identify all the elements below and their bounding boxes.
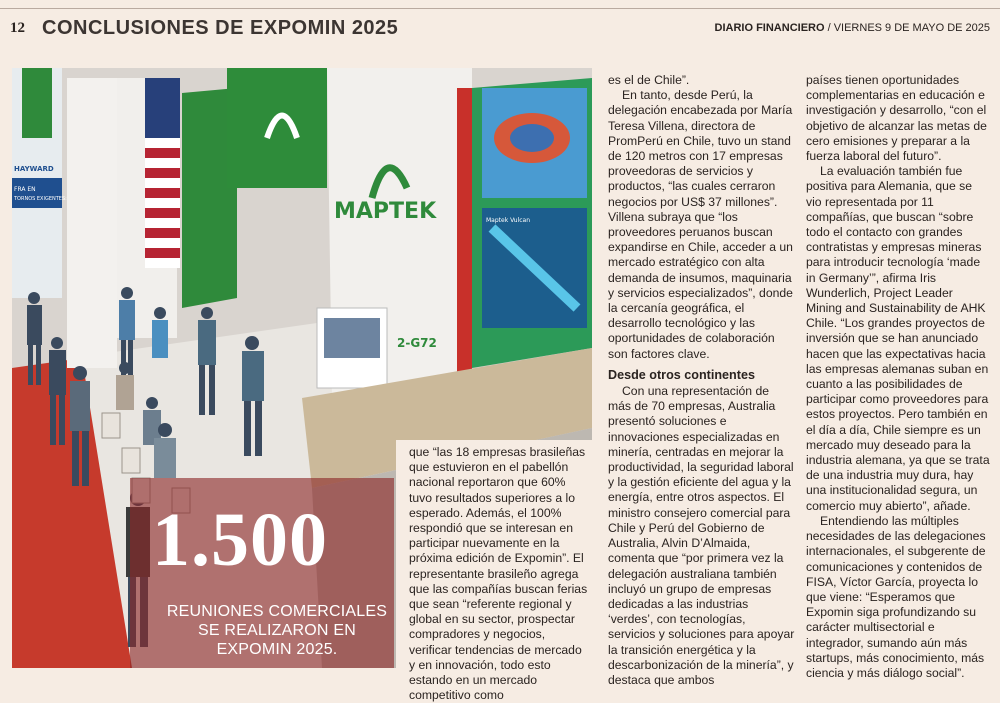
section-title: CONCLUSIONES DE EXPOMIN 2025 (42, 17, 399, 39)
page-number: 12 (10, 20, 25, 36)
stat-number: 1.500 (152, 498, 328, 582)
left-booth-banner (12, 178, 62, 208)
maptek-top-sign (227, 68, 327, 188)
stat-caption: REUNIONES COMERCIALES SE REALIZARON EN EXPOMIN 2025. (166, 603, 388, 658)
article-column-3 (806, 73, 990, 681)
booth-code: 2-G72 (397, 336, 437, 350)
header-rule (0, 8, 1000, 9)
article-paragraph: Entendiendo las múltiples necesidades de las delegaciones internacionales, el subgerente de comunicaciones y contenidos de FISA, Víctor García, proyecta lo que viene: “Esperamos que Expomin siga profundizando su carácter multisectorial e integrador, sumando aún más startups, más conocimiento, más ciencia y más diálogo social”. (806, 513, 986, 680)
article-paragraph: En tanto, desde Perú, la delegación encabezada por María Teresa Villena, directora de PromPerú en Chile, tuvo un stand de 120 metros con 17 empresas proveedoras de servicios y productos, “las cuales cerraron negocios por US$ 37 millones”. Villena subraya que “los proveedores peruanos buscan expandirse en Chile, acceder a un mercado estratégico con alta demanda de insumos, maquinaria y servicios especializados”, donde la cercanía geográfica, el desarrollo tecnológico y las oportunidades de colaboración son factores clave. (608, 88, 793, 361)
article-paragraph: que “las 18 empresas brasileñas que estuvieron en el pabellón nacional reportaron que 60% tuvo resultados superiores a lo esperado. Además, el 100% respondió que se interesan en participar nuevamente en la próxima edición de Expomin”. El representante brasileño agrega que las compañías buscan ferias que sean “referente regional y global en su sector, prospectar compradores y negocios, verificar tendencias de mercado y en innovación, todo esto estando en un mercado competitivo como (409, 445, 588, 703)
left-sign-text-3: TORNOS EXIGENTES: (14, 196, 67, 202)
publication-date: / VIERNES 9 DE MAYO DE 2025 (824, 22, 990, 34)
maptek-logo-text: MAPTEK (334, 199, 437, 224)
red-column (457, 88, 472, 378)
article-column-1 (409, 445, 589, 703)
article-paragraph: La evaluación también fue positiva para Alemania, que se vio representada por 11 compañías, que buscan “sobre todo el contacto con grandes contratistas y empresas mineras para introducir tecnología ‘made in Germany’”, afirma Iris Wunderlich, Project Leader Mining and Sustainability de AHK Chile. “Los grandes proyectos de inversión que se han anunciado hacen que las expectativas hacia las empresas alemanas suban en cuanto a las posibilidades de participar como proveedores para estos proyectos. Pero también en el día a día, Chile siempre es un mercado muy deseado para la industria alemana, ya que se trata de una industria muy dura, hay una institucionalidad segura, un comercio muy abierto”, añade. (806, 164, 990, 513)
promo-card-text: Maptek Vulcan (486, 217, 531, 224)
article-column-2 (608, 73, 795, 688)
publication-info (715, 22, 990, 34)
left-sign-text-2: FRA EN (14, 186, 36, 193)
article-paragraph: es el de Chile”. (608, 73, 690, 87)
publication-name: DIARIO FINANCIERO (714, 22, 825, 34)
white-column (67, 78, 117, 368)
article-subheading: Desde otros continentes (608, 367, 755, 382)
article-paragraph: Con una representación de más de 70 empresas, Australia presentó soluciones e innovaciones especializadas en minería, centradas en mejorar la productividad, la seguridad laboral y la gestión eficiente del agua y la energía, entre otros aspectos. El ministro consejero comercial para Chile y Perú del Gobierno de Australia, Alvin D’Almaida, comenta que “por primera vez la delegación australiana también incluyó un grupo de empresas dedicadas a las industrias ‘verdes’, con tecnologías, servicios y soluciones para apoyar la transición energética y la descarbonización de la minería”, y destaca que ambos (608, 384, 795, 687)
left-sign-text: HAYWARD (14, 165, 54, 173)
left-green-banner (22, 68, 52, 138)
article-paragraph: países tienen oportunidades complementarias en educación e investigación y desarrollo, “con el objetivo de alcanzar las metas de cero emisiones y preparar a la fuerza laboral del futuro”. (806, 73, 987, 164)
